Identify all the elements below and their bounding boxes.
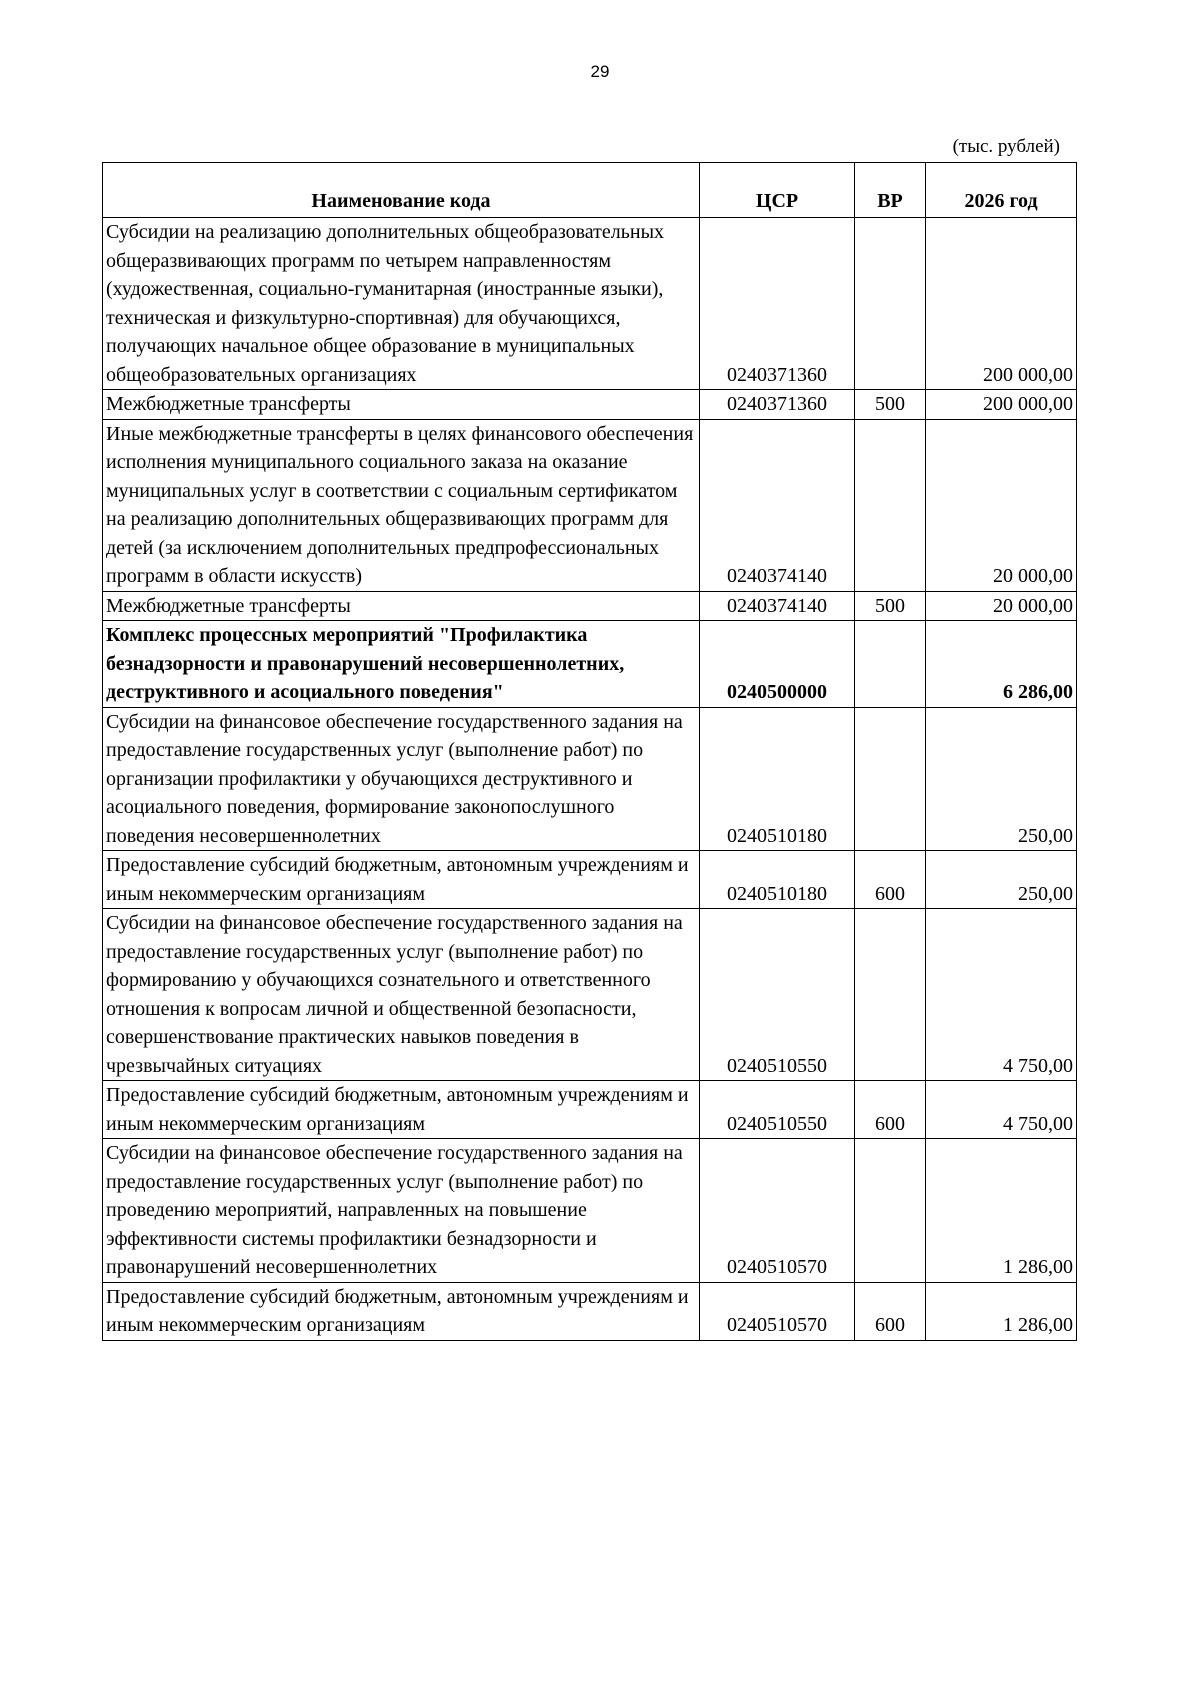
row-name: Предоставление субсидий бюджетным, автономным учреждениям и иным некоммерческим организациям <box>103 1081 700 1139</box>
row-csr: 0240510550 <box>700 909 855 1081</box>
row-csr: 0240510180 <box>700 707 855 851</box>
table-row <box>103 1081 1077 1139</box>
row-amount: 1 286,00 <box>926 1139 1077 1283</box>
row-csr: 0240510570 <box>700 1139 855 1283</box>
row-csr: 0240374140 <box>700 591 855 621</box>
table-row <box>103 851 1077 909</box>
row-name: Комплекс процессных мероприятий "Профилактика безнадзорности и правонарушений несовершеннолетних, деструктивного и асоциального поведения" <box>103 621 700 708</box>
row-vr <box>855 909 926 1081</box>
header-year: 2026 год <box>926 163 1077 218</box>
table-row <box>103 390 1077 420</box>
row-name: Субсидии на финансовое обеспечение государственного задания на предоставление государственных услуг (выполнение работ) по проведению мероприятий, направленных на повышение эффективности системы профилактики безнадзорности и правонарушений несовершеннолетних <box>103 1139 700 1283</box>
row-name: Субсидии на финансовое обеспечение государственного задания на предоставление государственных услуг (выполнение работ) по организации профилактики у обучающихся деструктивного и асоциального поведения, формирование законопослушного поведения несовершеннолетних <box>103 707 700 851</box>
row-amount: 20 000,00 <box>926 419 1077 591</box>
budget-table <box>102 162 1077 1341</box>
row-amount: 1 286,00 <box>926 1282 1077 1340</box>
table-header-row <box>103 163 1077 218</box>
header-name: Наименование кода <box>103 163 700 218</box>
table-row <box>103 218 1077 390</box>
row-vr <box>855 621 926 708</box>
row-name: Иные межбюджетные трансферты в целях финансового обеспечения исполнения муниципального социального заказа на оказание муниципальных услуг в соответствии с социальным сертификатом на реализацию дополнительных общеразвивающих программ для детей (за исключением дополнительных предпрофессиональных программ в области искусств) <box>103 419 700 591</box>
row-amount: 4 750,00 <box>926 909 1077 1081</box>
row-csr: 0240500000 <box>700 621 855 708</box>
row-vr: 600 <box>855 851 926 909</box>
row-vr: 600 <box>855 1081 926 1139</box>
table-row <box>103 707 1077 851</box>
row-name: Субсидии на реализацию дополнительных общеобразовательных общеразвивающих программ по четырем направленностям (художественная, социально-гуманитарная (иностранные языки), техническая и физкультурно-спортивная) для обучающихся, получающих начальное общее образование в муниципальных общеобразовательных организациях <box>103 218 700 390</box>
row-amount: 250,00 <box>926 851 1077 909</box>
row-vr <box>855 1139 926 1283</box>
row-amount: 4 750,00 <box>926 1081 1077 1139</box>
row-name: Предоставление субсидий бюджетным, автономным учреждениям и иным некоммерческим организациям <box>103 1282 700 1340</box>
row-csr: 0240371360 <box>700 218 855 390</box>
row-csr: 0240374140 <box>700 419 855 591</box>
row-vr <box>855 218 926 390</box>
table-row <box>103 1139 1077 1283</box>
row-name: Предоставление субсидий бюджетным, автономным учреждениям и иным некоммерческим организациям <box>103 851 700 909</box>
table-row <box>103 591 1077 621</box>
row-amount: 200 000,00 <box>926 390 1077 420</box>
row-vr <box>855 707 926 851</box>
row-name: Межбюджетные трансферты <box>103 591 700 621</box>
row-amount: 200 000,00 <box>926 218 1077 390</box>
row-csr: 0240510180 <box>700 851 855 909</box>
row-vr: 600 <box>855 1282 926 1340</box>
page-number: 29 <box>590 62 610 81</box>
units-note: (тыс. рублей) <box>952 136 1060 157</box>
table-row <box>103 909 1077 1081</box>
row-csr: 0240371360 <box>700 390 855 420</box>
row-vr <box>855 419 926 591</box>
row-name: Субсидии на финансовое обеспечение государственного задания на предоставление государственных услуг (выполнение работ) по формированию у обучающихся сознательного и ответственного отношения к вопросам личной и общественной безопасности, совершенствование практических навыков поведения в чрезвычайных ситуациях <box>103 909 700 1081</box>
row-amount: 20 000,00 <box>926 591 1077 621</box>
header-csr: ЦСР <box>700 163 855 218</box>
table-row <box>103 1282 1077 1340</box>
row-vr: 500 <box>855 390 926 420</box>
table-row <box>103 419 1077 591</box>
row-amount: 250,00 <box>926 707 1077 851</box>
table-row <box>103 621 1077 708</box>
row-csr: 0240510550 <box>700 1081 855 1139</box>
row-csr: 0240510570 <box>700 1282 855 1340</box>
row-amount: 6 286,00 <box>926 621 1077 708</box>
header-vr: ВР <box>855 163 926 218</box>
row-name: Межбюджетные трансферты <box>103 390 700 420</box>
row-vr: 500 <box>855 591 926 621</box>
